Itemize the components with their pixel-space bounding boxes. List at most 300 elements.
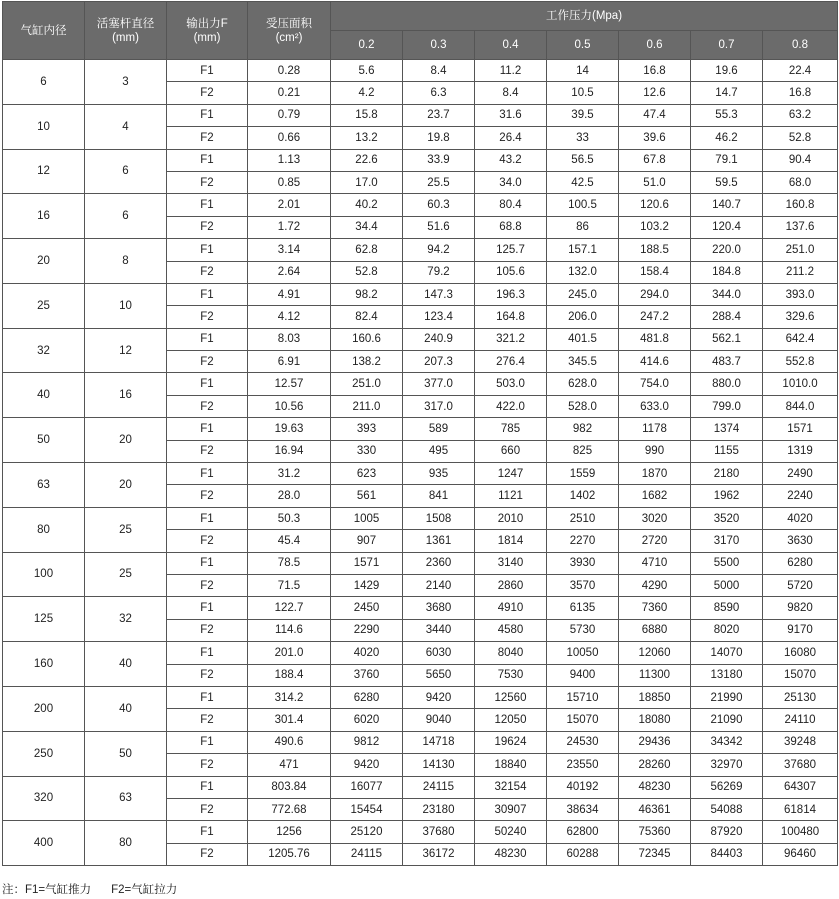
bore-cell: 25 [3,283,85,328]
force-value-cell: 48230 [619,776,691,798]
force-label-cell: F2 [167,171,248,193]
bore-cell: 250 [3,731,85,776]
force-value-cell: 329.6 [763,306,838,328]
force-value-cell: 3170 [691,530,763,552]
force-value-cell: 10.5 [547,82,619,104]
force-value-cell: 5.6 [331,60,403,82]
area-cell: 2.01 [248,194,331,216]
force-value-cell: 3570 [547,574,619,596]
force-value-cell: 330 [331,440,403,462]
force-value-cell: 2010 [475,507,547,529]
force-value-cell: 1814 [475,530,547,552]
area-cell: 10.56 [248,395,331,417]
force-value-cell: 321.2 [475,328,547,350]
force-value-cell: 1010.0 [763,373,838,395]
bore-cell: 125 [3,597,85,642]
area-cell: 0.66 [248,127,331,149]
force-value-cell: 6020 [331,709,403,731]
rod-diameter-cell: 6 [85,194,167,239]
force-value-cell: 84403 [691,843,763,865]
rod-diameter-cell: 3 [85,60,167,105]
force-value-cell: 754.0 [619,373,691,395]
force-value-cell: 34342 [691,731,763,753]
force-value-cell: 105.6 [475,261,547,283]
table-row [3,552,838,574]
force-value-cell: 17.0 [331,171,403,193]
rod-diameter-cell: 40 [85,642,167,687]
force-value-cell: 393 [331,418,403,440]
force-value-cell: 4290 [619,574,691,596]
force-value-cell: 276.4 [475,351,547,373]
header-pressure-value: 0.5 [547,31,619,60]
bore-cell: 400 [3,821,85,866]
force-value-cell: 5730 [547,619,619,641]
force-value-cell: 43.2 [475,149,547,171]
force-value-cell: 62800 [547,821,619,843]
force-value-cell: 19.6 [691,60,763,82]
area-cell: 301.4 [248,709,331,731]
force-value-cell: 16077 [331,776,403,798]
force-value-cell: 39.5 [547,104,619,126]
force-value-cell: 2270 [547,530,619,552]
bore-cell: 40 [3,373,85,418]
force-value-cell: 8020 [691,619,763,641]
force-value-cell: 2360 [403,552,475,574]
force-value-cell: 23.7 [403,104,475,126]
force-value-cell: 34.4 [331,216,403,238]
force-value-cell: 633.0 [619,395,691,417]
header-pressure-value: 0.2 [331,31,403,60]
force-value-cell: 642.4 [763,328,838,350]
force-value-cell: 4020 [331,642,403,664]
force-value-cell: 59.5 [691,171,763,193]
table-row [3,239,838,261]
area-cell: 4.12 [248,306,331,328]
force-value-cell: 4020 [763,507,838,529]
force-value-cell: 9812 [331,731,403,753]
force-value-cell: 75360 [619,821,691,843]
footnote [2,881,197,897]
force-value-cell: 196.3 [475,283,547,305]
force-value-cell: 46.2 [691,127,763,149]
force-label-cell: F1 [167,597,248,619]
force-value-cell: 40.2 [331,194,403,216]
header-bore: 气缸内径 [3,2,85,60]
force-value-cell: 19624 [475,731,547,753]
table-row [3,463,838,485]
force-value-cell: 25120 [331,821,403,843]
force-label-cell: F1 [167,642,248,664]
area-cell: 31.2 [248,463,331,485]
force-value-cell: 11300 [619,664,691,686]
force-value-cell: 12.6 [619,82,691,104]
force-value-cell: 799.0 [691,395,763,417]
table-row [3,507,838,529]
force-value-cell: 9040 [403,709,475,731]
force-value-cell: 79.1 [691,149,763,171]
force-value-cell: 21090 [691,709,763,731]
cylinder-force-table [2,1,838,866]
rod-diameter-cell: 20 [85,463,167,508]
force-value-cell: 100480 [763,821,838,843]
force-label-cell: F2 [167,127,248,149]
area-cell: 4.91 [248,283,331,305]
table-row [3,821,838,843]
force-value-cell: 56.5 [547,149,619,171]
force-value-cell: 55.3 [691,104,763,126]
force-value-cell: 68.8 [475,216,547,238]
force-value-cell: 4710 [619,552,691,574]
force-value-cell: 24530 [547,731,619,753]
force-value-cell: 24115 [403,776,475,798]
force-value-cell: 220.0 [691,239,763,261]
force-value-cell: 3020 [619,507,691,529]
force-value-cell: 1571 [331,552,403,574]
force-value-cell: 5720 [763,574,838,596]
force-value-cell: 137.6 [763,216,838,238]
force-value-cell: 50240 [475,821,547,843]
force-value-cell: 34.0 [475,171,547,193]
header-pressure-value: 0.7 [691,31,763,60]
force-value-cell: 13180 [691,664,763,686]
force-value-cell: 23550 [547,754,619,776]
force-value-cell: 157.1 [547,239,619,261]
force-label-cell: F1 [167,239,248,261]
force-value-cell: 14.7 [691,82,763,104]
force-label-cell: F2 [167,216,248,238]
force-value-cell: 68.0 [763,171,838,193]
bore-cell: 320 [3,776,85,821]
force-value-cell: 22.6 [331,149,403,171]
force-value-cell: 80.4 [475,194,547,216]
header-pressure-value: 0.3 [403,31,475,60]
force-value-cell: 9420 [403,686,475,708]
force-value-cell: 164.8 [475,306,547,328]
force-value-cell: 422.0 [475,395,547,417]
force-value-cell: 10050 [547,642,619,664]
bore-cell: 6 [3,60,85,105]
force-value-cell: 18850 [619,686,691,708]
force-value-cell: 48230 [475,843,547,865]
force-value-cell: 3630 [763,530,838,552]
force-value-cell: 15070 [763,664,838,686]
force-value-cell: 158.4 [619,261,691,283]
rod-diameter-cell: 20 [85,418,167,463]
force-value-cell: 123.4 [403,306,475,328]
area-cell: 201.0 [248,642,331,664]
force-value-cell: 32154 [475,776,547,798]
force-value-cell: 1508 [403,507,475,529]
force-value-cell: 14070 [691,642,763,664]
area-cell: 1256 [248,821,331,843]
force-value-cell: 1962 [691,485,763,507]
force-value-cell: 377.0 [403,373,475,395]
force-value-cell: 96460 [763,843,838,865]
force-value-cell: 483.7 [691,351,763,373]
force-value-cell: 6030 [403,642,475,664]
force-value-cell: 3760 [331,664,403,686]
table-row [3,686,838,708]
force-value-cell: 28260 [619,754,691,776]
force-value-cell: 7360 [619,597,691,619]
force-label-cell: F2 [167,261,248,283]
force-value-cell: 825 [547,440,619,462]
force-value-cell: 37680 [763,754,838,776]
area-cell: 188.4 [248,664,331,686]
force-value-cell: 7530 [475,664,547,686]
force-label-cell: F2 [167,709,248,731]
area-cell: 3.14 [248,239,331,261]
table-row [3,104,838,126]
force-value-cell: 5650 [403,664,475,686]
force-label-cell: F1 [167,463,248,485]
area-cell: 8.03 [248,328,331,350]
force-value-cell: 39.6 [619,127,691,149]
force-value-cell: 528.0 [547,395,619,417]
force-value-cell: 1361 [403,530,475,552]
force-value-cell: 160.6 [331,328,403,350]
force-value-cell: 5000 [691,574,763,596]
area-cell: 0.85 [248,171,331,193]
force-value-cell: 841 [403,485,475,507]
force-value-cell: 160.8 [763,194,838,216]
bore-cell: 100 [3,552,85,597]
force-label-cell: F1 [167,283,248,305]
bore-cell: 200 [3,686,85,731]
table-row [3,776,838,798]
rod-diameter-cell: 25 [85,507,167,552]
bore-cell: 63 [3,463,85,508]
force-value-cell: 38634 [547,798,619,820]
area-cell: 2.64 [248,261,331,283]
area-cell: 19.63 [248,418,331,440]
force-value-cell: 14 [547,60,619,82]
force-value-cell: 29436 [619,731,691,753]
force-value-cell: 247.2 [619,306,691,328]
table-row [3,283,838,305]
force-value-cell: 2240 [763,485,838,507]
force-value-cell: 6135 [547,597,619,619]
force-value-cell: 33 [547,127,619,149]
force-value-cell: 628.0 [547,373,619,395]
force-value-cell: 23180 [403,798,475,820]
header-working-pressure: 工作压力(Mpa) [331,2,838,31]
force-value-cell: 2180 [691,463,763,485]
header-rod-diameter: 活塞杆直径 (mm) [85,2,167,60]
force-value-cell: 211.0 [331,395,403,417]
force-value-cell: 46361 [619,798,691,820]
force-label-cell: F1 [167,60,248,82]
force-value-cell: 2450 [331,597,403,619]
force-value-cell: 880.0 [691,373,763,395]
table-row [3,642,838,664]
force-value-cell: 345.5 [547,351,619,373]
table-row [3,149,838,171]
force-value-cell: 1402 [547,485,619,507]
force-value-cell: 140.7 [691,194,763,216]
force-value-cell: 67.8 [619,149,691,171]
area-cell: 6.91 [248,351,331,373]
force-value-cell: 245.0 [547,283,619,305]
force-value-cell: 21990 [691,686,763,708]
footnote-f1: 注：F1=气缸推力 [2,884,92,896]
force-label-cell: F2 [167,574,248,596]
force-value-cell: 15454 [331,798,403,820]
force-value-cell: 2290 [331,619,403,641]
force-value-cell: 4580 [475,619,547,641]
force-value-cell: 63.2 [763,104,838,126]
area-cell: 114.6 [248,619,331,641]
bore-cell: 20 [3,239,85,284]
force-label-cell: F2 [167,306,248,328]
force-value-cell: 54088 [691,798,763,820]
force-value-cell: 1247 [475,463,547,485]
header-pressure-value: 0.6 [619,31,691,60]
force-value-cell: 40192 [547,776,619,798]
table-header [3,2,838,60]
force-value-cell: 147.3 [403,283,475,305]
force-value-cell: 188.5 [619,239,691,261]
rod-diameter-cell: 16 [85,373,167,418]
force-value-cell: 25.5 [403,171,475,193]
force-value-cell: 3140 [475,552,547,574]
force-label-cell: F1 [167,104,248,126]
force-value-cell: 51.6 [403,216,475,238]
force-value-cell: 79.2 [403,261,475,283]
area-cell: 803.84 [248,776,331,798]
force-value-cell: 62.8 [331,239,403,261]
force-value-cell: 98.2 [331,283,403,305]
force-value-cell: 47.4 [619,104,691,126]
force-value-cell: 288.4 [691,306,763,328]
force-value-cell: 907 [331,530,403,552]
force-value-cell: 56269 [691,776,763,798]
force-value-cell: 82.4 [331,306,403,328]
force-value-cell: 2510 [547,507,619,529]
force-value-cell: 785 [475,418,547,440]
force-value-cell: 19.8 [403,127,475,149]
force-value-cell: 12050 [475,709,547,731]
force-value-cell: 60.3 [403,194,475,216]
force-value-cell: 4910 [475,597,547,619]
area-cell: 71.5 [248,574,331,596]
force-value-cell: 24115 [331,843,403,865]
area-cell: 50.3 [248,507,331,529]
force-value-cell: 26.4 [475,127,547,149]
force-value-cell: 33.9 [403,149,475,171]
force-value-cell: 22.4 [763,60,838,82]
force-value-cell: 495 [403,440,475,462]
force-label-cell: F2 [167,395,248,417]
force-value-cell: 61814 [763,798,838,820]
force-value-cell: 1429 [331,574,403,596]
footnote-f2: F2=气缸拉力 [111,884,178,896]
force-value-cell: 207.3 [403,351,475,373]
area-cell: 122.7 [248,597,331,619]
area-cell: 772.68 [248,798,331,820]
force-value-cell: 16.8 [619,60,691,82]
force-label-cell: F2 [167,754,248,776]
table-row [3,60,838,82]
force-label-cell: F1 [167,418,248,440]
force-label-cell: F2 [167,798,248,820]
force-value-cell: 11.2 [475,60,547,82]
force-value-cell: 12560 [475,686,547,708]
table-row [3,194,838,216]
force-value-cell: 25130 [763,686,838,708]
force-label-cell: F2 [167,82,248,104]
force-value-cell: 2860 [475,574,547,596]
force-value-cell: 18840 [475,754,547,776]
force-value-cell: 37680 [403,821,475,843]
area-cell: 16.94 [248,440,331,462]
rod-diameter-cell: 40 [85,686,167,731]
rod-diameter-cell: 10 [85,283,167,328]
header-output-force: 输出力F (mm) [167,2,248,60]
force-label-cell: F2 [167,440,248,462]
force-value-cell: 4.2 [331,82,403,104]
force-value-cell: 6280 [331,686,403,708]
area-cell: 490.6 [248,731,331,753]
table-body [3,60,838,866]
force-value-cell: 39248 [763,731,838,753]
force-value-cell: 132.0 [547,261,619,283]
area-cell: 0.21 [248,82,331,104]
force-value-cell: 8590 [691,597,763,619]
force-value-cell: 15070 [547,709,619,731]
area-cell: 78.5 [248,552,331,574]
area-cell: 12.57 [248,373,331,395]
force-value-cell: 2140 [403,574,475,596]
force-value-cell: 24110 [763,709,838,731]
header-pressure-area: 受压面积 (cm²) [248,2,331,60]
area-cell: 1.72 [248,216,331,238]
force-label-cell: F1 [167,686,248,708]
rod-diameter-cell: 50 [85,731,167,776]
table-row [3,731,838,753]
force-value-cell: 31.6 [475,104,547,126]
force-value-cell: 100.5 [547,194,619,216]
force-label-cell: F1 [167,194,248,216]
force-value-cell: 8.4 [475,82,547,104]
force-value-cell: 552.8 [763,351,838,373]
force-value-cell: 184.8 [691,261,763,283]
rod-diameter-cell: 25 [85,552,167,597]
force-value-cell: 401.5 [547,328,619,350]
bore-cell: 32 [3,328,85,373]
force-value-cell: 14130 [403,754,475,776]
bore-cell: 10 [3,104,85,149]
force-value-cell: 87920 [691,821,763,843]
force-value-cell: 240.9 [403,328,475,350]
force-value-cell: 42.5 [547,171,619,193]
table-row [3,418,838,440]
force-label-cell: F1 [167,552,248,574]
force-value-cell: 8.4 [403,60,475,82]
force-value-cell: 90.4 [763,149,838,171]
force-label-cell: F1 [167,149,248,171]
force-label-cell: F1 [167,507,248,529]
bore-cell: 80 [3,507,85,552]
force-value-cell: 72345 [619,843,691,865]
area-cell: 45.4 [248,530,331,552]
force-value-cell: 32970 [691,754,763,776]
force-value-cell: 94.2 [403,239,475,261]
force-value-cell: 8040 [475,642,547,664]
force-value-cell: 6880 [619,619,691,641]
force-value-cell: 660 [475,440,547,462]
force-value-cell: 9820 [763,597,838,619]
